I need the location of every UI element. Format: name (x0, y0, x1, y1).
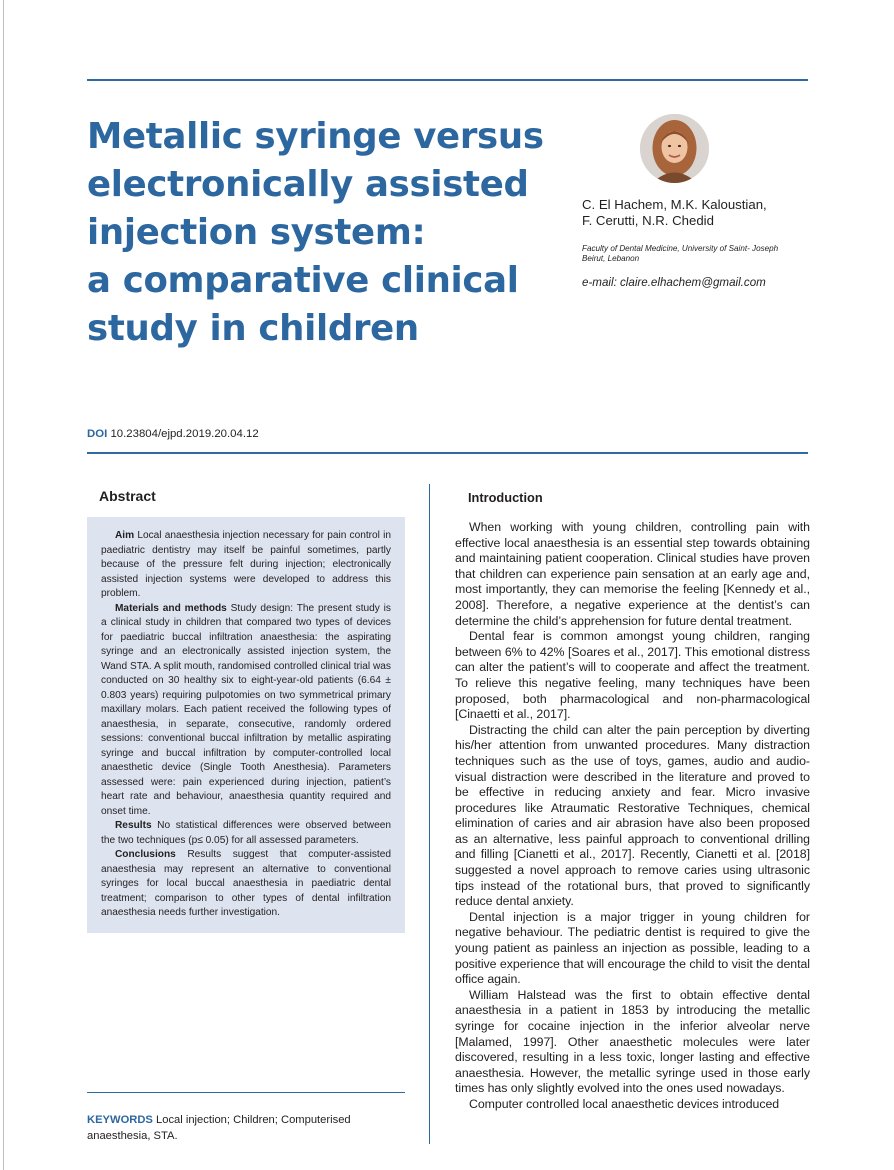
keywords-text: Local injection; Children; Computerised anaesthesia, STA. (87, 1114, 351, 1142)
keywords-label: KEYWORDS (87, 1114, 153, 1126)
abstract-heading: Abstract (99, 488, 156, 504)
keywords (87, 1112, 387, 1144)
introduction-heading: Introduction (468, 490, 543, 505)
intro-paragraph: When working with young children, controlling pain with effective local anaesthesia is an essential step towards obtaining and maintaining patient cooperation. Clinical studies have proven that children can experience pain sensation at an early age and, most importantly, they can memorise the feeling [Kennedy et al., 2008]. Therefore, a negative experience at the dentist’s can determine the child’s apprehension for future dental treatment. (455, 520, 810, 628)
title-line: electronically assisted (87, 164, 529, 205)
top-rule (87, 79, 808, 81)
article-title (87, 113, 557, 353)
abstract-results (101, 819, 391, 848)
author-line: F. Cerutti, N.R. Chedid (582, 213, 714, 228)
author-photo-image (640, 114, 709, 183)
affiliation-line: Faculty of Dental Medicine, University of Saint- Joseph (582, 244, 779, 253)
conclusions-text: Results suggest that computer-assisted anaesthesia may represent an alternative to conventional syringes for local buccal anaesthesia in paediatric dental treatment; comparison to other types of dental infiltration anaesthesia needs further investigation. (101, 849, 391, 918)
intro-paragraph: Dental injection is a major trigger in young children for negative behaviour. The pediatric dentist is required to give the young patient as painless an injection as possible, leading to a positive experience that will encourage the child to visit the dental office again. (455, 909, 810, 987)
title-line: study in children (87, 308, 419, 349)
abstract-aim (101, 529, 391, 602)
author-line: C. El Hachem, M.K. Kaloustian, (582, 197, 767, 212)
affiliation-line: Beirut, Lebanon (582, 254, 640, 263)
aim-label: Aim (115, 530, 135, 541)
author-photo (640, 114, 709, 183)
abstract-box (87, 517, 405, 933)
results-text: No statistical differences were observed between the two techniques (p≤ 0.05) for all assessed parameters. (101, 820, 391, 846)
intro-paragraph: William Halstead was the first to obtain effective dental anaesthesia in a patient in 1853 by introducing the metallic syringe for cocaine injection in the inferior alveolar nerve [Malamed, 1997]. Other anaesthetic molecules were later discovered, resulting in a less toxic, longer lasting and effective anaesthesia. However, the metallic syringe used in those early times has only slightly evolved into the ones used nowadays. (455, 987, 810, 1096)
title-line: injection system: (87, 212, 426, 253)
column-divider (429, 484, 430, 1144)
doi-value: 10.23804/ejpd.2019.20.04.12 (110, 428, 259, 440)
contact-email: e-mail: claire.elhachem@gmail.com (582, 276, 766, 289)
abstract-methods (101, 602, 391, 820)
aim-text: Local anaesthesia injection necessary for pain control in paediatric dentistry may itself be painful sometimes, partly because of the pressure felt during injection; electronically assisted injection systems were developed to address this problem. (101, 530, 391, 599)
intro-paragraph: Dental fear is common amongst young children, ranging between 6% to 42% [Soares et al., 2017]. This emotional distress can alter the patient’s will to cooperate and affect the treatment. To relieve this negative feeling, many techniques have been proposed, both pharmacological and non-pharmacological [Cinaetti et al., 2017]. (455, 629, 810, 722)
title-line: Metallic syringe versus (87, 116, 544, 157)
abstract-conclusions (101, 848, 391, 921)
intro-paragraph: Distracting the child can alter the pain perception by diverting his/her attention from unwanted procedures. Many distraction techniques such as the use of toys, games, audio and audio-visual distraction were described in the literature and proved to be effective in reducing anxiety and fear. Micro invasive procedures like Atraumatic Restorative Techniques, chemical elimination of caries and air abrasion have also been proposed as an alternative, less painful approach to conventional drilling and filling [Cianetti et al., 2017]. Recently, Cianetti et al. [2018] suggested a novel approach to remove caries using ultrasonic tips instead of the rotational burs, that proved to significantly reduce dental anxiety. (455, 722, 810, 909)
page-edge (3, 0, 4, 1170)
intro-paragraph: Computer controlled local anaesthetic devices introduced (469, 1096, 780, 1111)
section-rule (87, 452, 808, 454)
keywords-rule (87, 1092, 405, 1093)
conclusions-label: Conclusions (115, 849, 176, 860)
title-line: a comparative clinical (87, 260, 519, 301)
methods-text: Study design: The present study is a clinical study in children that compared two types of devices for paediatric buccal infiltration anaesthesia: the aspirating syringe and an electronically assisted injection system, the Wand STA. A split mouth, randomised controlled clinical trial was conducted on 30 healthy six to eight-year-old patients (6.64 ± 0.803 years) requiring pulpotomies on two symmetrical primary maxillary molars. Each patient received the following types of anaesthesia, in separate, consecutive, randomly ordered sessions: conventional buccal infiltration by metallic aspirating syringe and buccal infiltration by computer-controlled local anaesthetic device (Single Tooth Anesthesia). Parameters assessed were: pain experienced during injection, patient’s heart rate and behaviour, anaesthesia quantity required and onset time. (101, 602, 391, 817)
author-list (582, 197, 812, 229)
affiliation (582, 244, 812, 264)
results-label: Results (115, 820, 152, 831)
methods-label: Materials and methods (115, 602, 227, 614)
doi-line (87, 428, 259, 440)
introduction-body (455, 520, 810, 1113)
doi-label: DOI (87, 428, 108, 440)
